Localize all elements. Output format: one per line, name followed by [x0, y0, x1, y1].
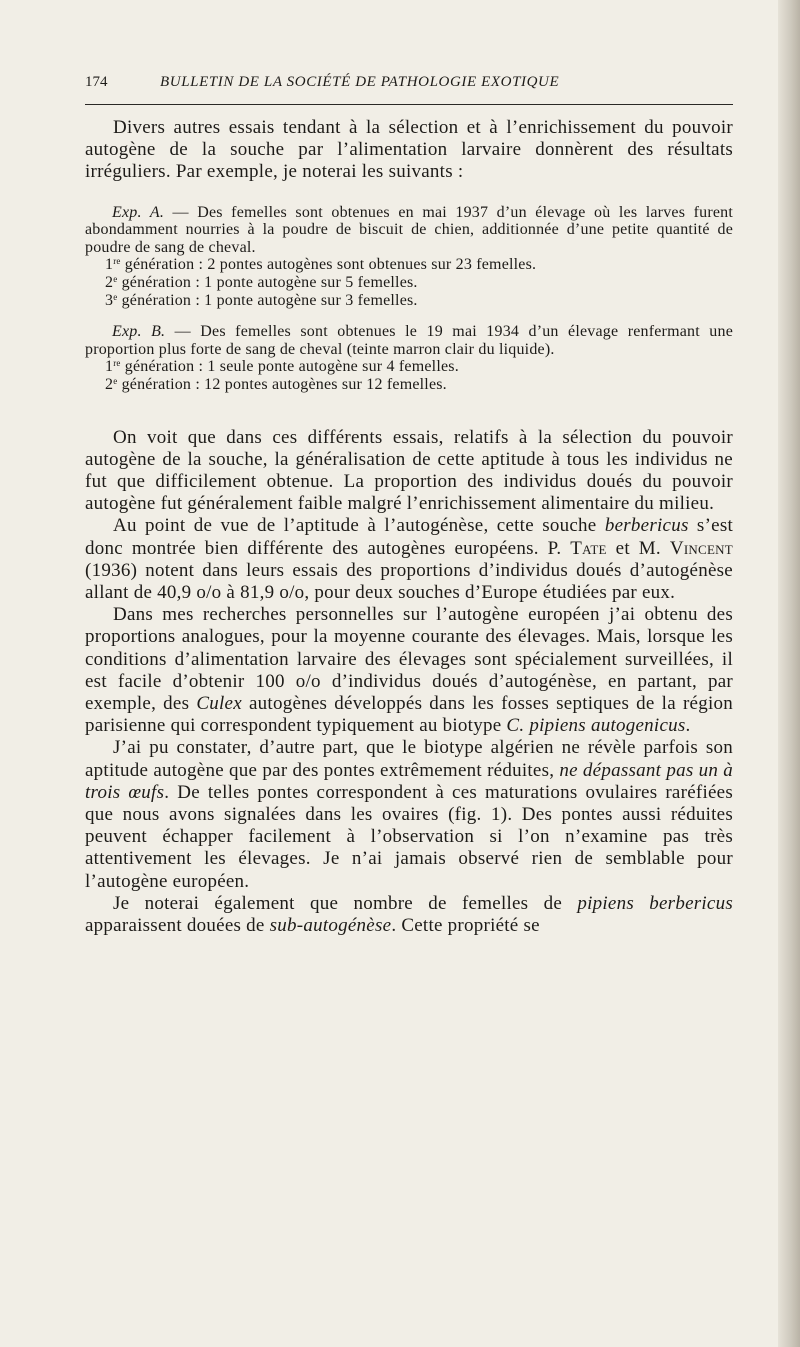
exp-b-label: Exp. B.	[112, 323, 166, 341]
exp-a-paragraph	[85, 204, 733, 257]
exp-b-paragraph	[85, 323, 733, 358]
intro-text: Divers autres essais tendant à la sélection et à l’enrichissement du pouvoir autogène de la souche par l’alimentation larvaire donnèrent des résultats irréguliers. Par exemple, je noterai les suivants :	[85, 117, 733, 183]
exp-b-generation-1: 1re génération : 1 seule ponte autogène sur 4 femelles.	[105, 358, 459, 376]
paragraph-5: Je noterai également que nombre de femelles de pipiens berbericus apparaissent douées de sub-autogénèse. Cette propriété se	[85, 892, 734, 937]
author-vincent: Vincent	[669, 537, 733, 559]
running-title: BULLETIN DE LA SOCIÉTÉ DE PATHOLOGIE EXOTIQUE	[160, 74, 560, 90]
page-number: 174	[85, 74, 108, 90]
author-tate: Tate	[570, 537, 607, 559]
exp-a-generation-3: 3e génération : 1 ponte autogène sur 3 femelles.	[105, 291, 418, 309]
exp-a-generation-2: 2e génération : 1 ponte autogène sur 5 femelles.	[105, 273, 418, 291]
paragraph-1: On voit que dans ces différents essais, relatifs à la sélection du pouvoir autogène de la souche, la généralisation de cette aptitude à tous les individus ne fut que difficilement obtenue. La proportion des individus doués du pouvoir autogène fut généralement faible malgré l’enrichissement alimentaire du milieu.	[85, 426, 733, 515]
exp-a-text: — Des femelles sont obtenues en mai 1937 d’un élevage où les larves furent abondamment nourries à la poudre de biscuit de chien, additionnée d’une petite quantité de poudre de sang de cheval.	[85, 203, 734, 256]
body-text	[85, 117, 733, 937]
exp-b-generation-2: 2e génération : 12 pontes autogènes sur 12 femelles.	[105, 375, 447, 393]
header-rule	[85, 104, 733, 105]
paragraph-4: J’ai pu constater, d’autre part, que le biotype algérien ne révèle parfois son aptitude autogène que par des pontes extrêmement réduites, ne dépassant pas un à trois œufs. De telles pontes correspondent à ces maturations ovulaires raréfiées que nous avons signalées dans les ovaires (fig. 1). Des pontes aussi réduites peuvent échapper facilement à l’observation si l’on n’examine pas très attentivement les élevages. Je n’ai jamais observé rien de semblable pour l’autogène européen.	[85, 737, 733, 892]
exp-a-generation-1: 1re génération : 2 pontes autogènes sont obtenues sur 23 femelles.	[105, 256, 537, 274]
intro-paragraph	[85, 117, 733, 184]
page-header	[85, 74, 733, 91]
paragraph-3: Dans mes recherches personnelles sur l’autogène européen j’ai obtenu des proportions analogues, pour la moyenne courante des élevages. Mais, lorsque les conditions d’alimentation larvaire des élevages sont spécialement surveillées, il est facile d’obtenir 100 o/o d’individus doués d’autogénèse, en partant, par exemple, des Culex autogènes développés dans les fosses septiques de la région parisienne qui correspondent typiquement au biotype C. pipiens autogenicus.	[85, 604, 733, 737]
paragraph-2: Au point de vue de l’aptitude à l’autogénèse, cette souche berbericus s’est donc montrée bien différente des autogènes européens. P. Tate et M. Vincent (1936) notent dans leurs essais des proportions d’individus doués d’autogénèse allant de 40,9 o/o à 81,9 o/o, pour deux souches d’Europe étudiées par eux.	[85, 515, 734, 603]
page-edge-shadow	[778, 0, 800, 1347]
exp-a-label: Exp. A.	[112, 203, 165, 221]
exp-b-text: — Des femelles sont obtenues le 19 mai 1934 d’un élevage renfermant une proportion plus forte de sang de cheval (teinte marron clair du liquide).	[85, 323, 733, 358]
